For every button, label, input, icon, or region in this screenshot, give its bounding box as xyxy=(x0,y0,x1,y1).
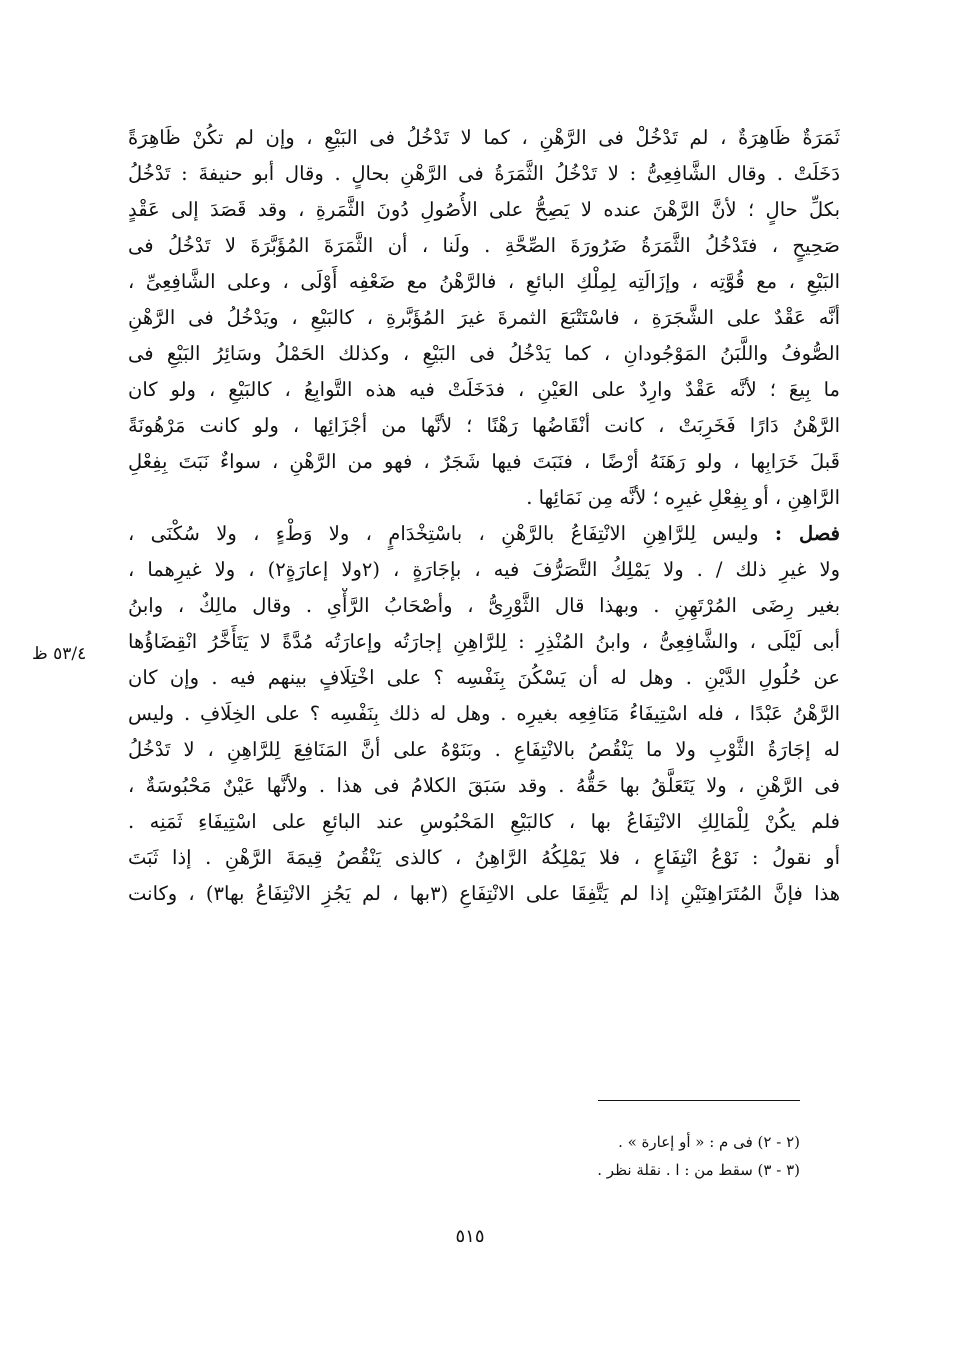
text-line: الرَّهْنُ دَارًا فَخَرِبَتْ ، كانت أنْقَاضُها رَهْنًا ؛ لأنَّها من أجْزَائِها ، ولو كانت مَرْهُونَةً xyxy=(128,414,840,437)
text-line: ولا غيرِ ذلك / . ولا يَمْلِكُ التَّصَرُّفَ فيه ، بإجَارَةٍ ، (٢ولا إعارَةٍ٢) ، ولا غيرِهما ، xyxy=(128,558,840,581)
footnote: (٢ - ٢) فى م : « أو إعارة » . xyxy=(618,1133,800,1151)
section-label: فصل : xyxy=(774,522,840,545)
text-line: الصُّوفُ واللَّبَنُ المَوْجُودانِ ، كما يَدْخُلُ فى البَيْعِ ، وكذلك الحَمْلُ وسَائِرُ البَيْعِ فى xyxy=(128,342,840,365)
text-line: أنَّه عَقْدٌ على الشَّجَرَةِ ، فاسْتَتْبَعَ الثمرةَ غيرَ المُؤَبَّرةِ ، كالبَيْعِ ، ويَدْخُلُ فى الرَّهْنِ xyxy=(128,306,840,329)
text-line: له إجَارَةُ الثَّوْبِ ولا ما يَنْقُصُ بالانْتِفَاعِ . وبَنَوْهُ على أنَّ المَنَافِعَ لِلرَّاهِنِ ، لا تَدْخُلُ xyxy=(128,738,840,761)
text-line: قَبلَ خَرَابِها ، ولو رَهَنَهُ أرْضًا ، فنَبَتَ فيها شَجَرٌ ، فهو من الرَّهْنِ ، سواءٌ نَبَتَ بِفِعْلِ xyxy=(128,450,840,473)
text-line: الرَّهْنُ عَبْدًا ، فله اسْتِيفَاءُ مَنَافِعِه بغيرِه . وهل له ذلك بِنَفْسِه ؟ على الخِلَافِ . وليس xyxy=(128,702,840,725)
text-line: فلم يكُنْ لِلْمَالِكِ الانْتِفَاعُ بها ، كالبَيْعِ المَحْبُوسِ عند البائعِ على اسْتِيفَاءِ ثَمَنِه . xyxy=(128,810,840,833)
text-line: بغير رِضَى المُرْتَهِنِ . وبهذا قال الثَّوْرِىُّ ، وأصْحَابُ الرَّأْىِ . وقال مالِكٌ ، وابنُ xyxy=(128,594,840,617)
footnote: (٣ - ٣) سقط من : ا . نقلة نظر . xyxy=(597,1161,800,1179)
text-line: أبى لَيْلَى ، والشَّافِعِىُّ ، وابنُ المُنْذِرِ : لِلرَّاهِنِ إجارَتُه وإعارَتُه مُدَّةً لا يَتَأَخَّرُ انْقِضَاؤُها xyxy=(128,630,840,653)
section-first-line xyxy=(128,516,840,552)
section-first-line-text: وليس لِلرَّاهِنِ الانْتِفَاعُ بالرَّهْنِ ، باسْتِخْدَامٍ ، ولا وَطْءٍ ، ولا سُكْنَى ، xyxy=(128,522,759,545)
text-line: دَخَلَتْ . وقال الشَّافِعِىُّ : لا تَدْخُلُ الثَّمَرَةُ فى الرَّهْنِ بحالٍ . وقال أبو حنيفةَ : تَدْخُلُ xyxy=(128,162,840,185)
margin-folio-note: ٥٣/٤ ظ xyxy=(32,644,87,664)
text-line: البَيْعِ ، مع قُوَّتِه ، وإزَالَتِه لِمِلْكِ البائعِ ، فالرَّهْنُ مع ضَعْفِه أَوْلَى ، وعلى الشَّافِعِىِّ ، xyxy=(128,270,840,293)
main-text-block xyxy=(128,120,840,912)
text-line: ما بِيعَ ؛ لأنَّه عَقْدٌ وارِدٌ على العَيْنِ ، فدَخَلَتْ فيه هذه التَّوابِعُ ، كالبَيْعِ ، ولو كان xyxy=(128,378,840,401)
text-line: عن حُلُولِ الدَّيْنِ . وهل له أن يَسْكُنَ بِنَفْسِه ؟ على اخْتِلَافٍ بينهم فيه . وإن كان xyxy=(128,666,840,689)
footnote-divider xyxy=(598,1100,800,1101)
text-line: ثَمَرَةٌ ظَاهِرَةٌ ، لم تَدْخُلْ فى الرَّهْنِ ، كما لا تَدْخُلُ فى البَيْعِ ، وإن لم تكُنْ ظَاهِرَةً xyxy=(128,126,840,149)
footnotes xyxy=(400,1128,800,1184)
text-line-paragraph-end: الرَّاهِنِ ، أو بِفِعْلِ غيرِه ؛ لأنَّه مِن نَمَائِها . xyxy=(526,486,840,509)
page-number: ٥١٥ xyxy=(455,1226,485,1247)
text-line: أو نقولُ : نَوْعُ انْتِفَاعٍ ، فلا يَمْلِكُهُ الرَّاهِنُ ، كالذى يَنْقُصُ قِيمَةَ الرَّهْنِ . إذا ثَبَتَ xyxy=(128,846,840,869)
text-line: هذا فإنَّ المُتَرَاهِنَيْنِ إذا لم يَتَّفِقَا على الانْتِفَاعِ (٣بها ، لم يَجُزِ الانْتِفَاعُ بها٣) ، وكانت xyxy=(128,882,840,905)
text-line: بكلِّ حالٍ ؛ لأنَّ الرَّهْنَ عنده لا يَصِحُّ على الأُصُولِ دُونَ الثَّمَرةِ ، وقد قَصَدَ إلى عَقْدٍ xyxy=(128,198,840,221)
text-line: صَحِيحٍ ، فتَدْخُلُ الثَّمَرَةُ ضَرُورَةَ الصِّحَّةِ . ولَنا ، أن الثَّمَرَةَ المُؤَبَّرَةَ لا تَدْخُلُ فى xyxy=(128,234,840,257)
text-line: فى الرَّهْنِ ، ولا يَتَعَلَّقُ بها حَقُّهُ . وقد سَبَقَ الكلامُ فى هذا . ولأنَّها عَيْنٌ مَحْبُوسَةٌ ، xyxy=(128,774,840,797)
